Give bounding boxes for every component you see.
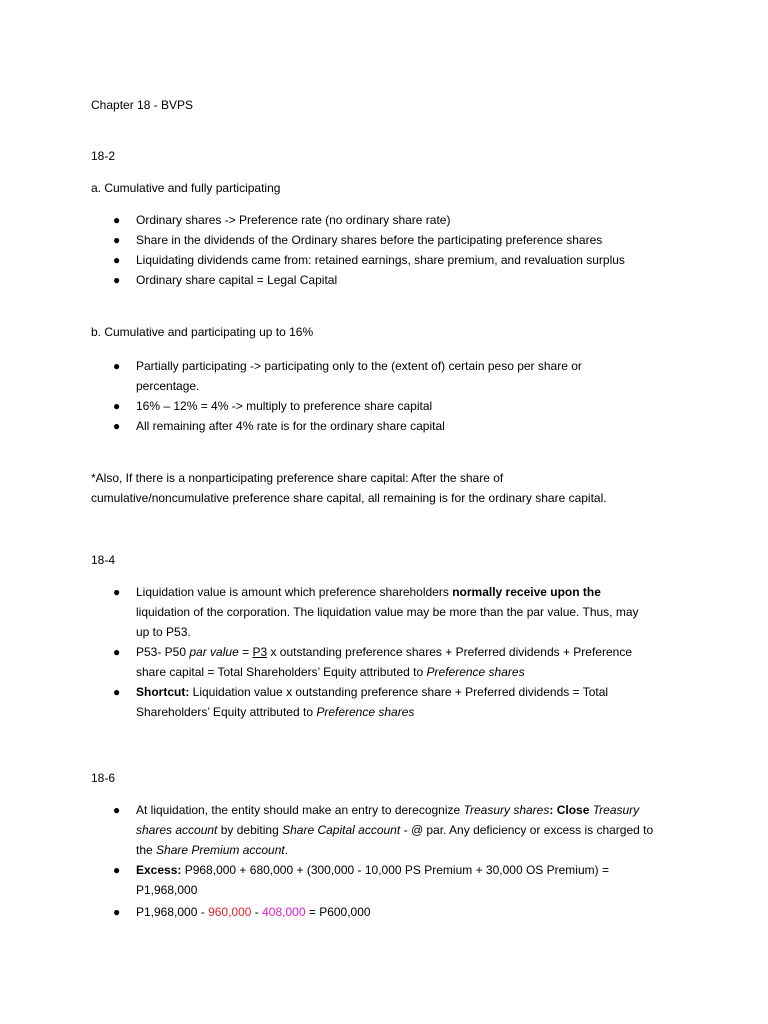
list-item-continued: the Share Premium account.: [136, 843, 289, 857]
note-text: *Also, If there is a nonparticipating preference share capital: After the share of: [91, 471, 504, 485]
bullet-icon: ●: [113, 685, 121, 699]
note-text: cumulative/noncumulative preference share capital, all remaining is for the ordinary share capital.: [91, 491, 607, 505]
list-item: All remaining after 4% rate is for the ordinary share capital: [136, 419, 445, 433]
list-item: Share in the dividends of the Ordinary shares before the participating preference shares: [136, 233, 603, 247]
red-amount: 960,000: [208, 905, 252, 919]
bullet-icon: ●: [113, 213, 121, 227]
list-item-continued: up to P53.: [136, 625, 191, 639]
page-title: Chapter 18 - BVPS: [91, 98, 194, 112]
list-item-continued: Shareholders’ Equity attributed to Preference shares: [136, 705, 415, 719]
list-item: 16% – 12% = 4% -> multiply to preference share capital: [136, 399, 433, 413]
bullet-icon: ●: [113, 399, 121, 413]
magenta-amount: 408,000: [262, 905, 306, 919]
list-item: Partially participating -> participating only to the (extent of) certain peso per share or: [136, 359, 582, 373]
bullet-icon: ●: [113, 905, 121, 919]
list-item-continued: percentage.: [136, 379, 200, 393]
list-item: Excess: P968,000 + 680,000 + (300,000 - 10,000 PS Premium + 30,000 OS Premium) =: [136, 863, 609, 877]
bullet-icon: ●: [113, 863, 121, 877]
bullet-icon: ●: [113, 803, 121, 817]
section-heading-18-4: 18-4: [91, 553, 116, 567]
list-item: P53- P50 par value = P3 x outstanding preference shares + Preferred dividends + Preference: [136, 645, 633, 659]
list-item: Shortcut: Liquidation value x outstanding preference share + Preferred dividends = Total: [136, 685, 609, 699]
subheading-a: a. Cumulative and fully participating: [91, 181, 281, 195]
subheading-b: b. Cumulative and participating up to 16%: [91, 325, 314, 339]
section-heading-18-6: 18-6: [91, 771, 116, 785]
bullet-icon: ●: [113, 359, 121, 373]
list-item: Ordinary share capital = Legal Capital: [136, 273, 338, 287]
bullet-icon: ●: [113, 645, 121, 659]
bullet-icon: ●: [113, 273, 121, 287]
section-heading-18-2: 18-2: [91, 149, 116, 163]
bullet-icon: ●: [113, 585, 121, 599]
list-item: At liquidation, the entity should make an entry to derecognize Treasury shares: Close Treasury: [136, 803, 640, 817]
list-item: Liquidation value is amount which preference shareholders normally receive upon the: [136, 585, 601, 599]
list-item: Liquidating dividends came from: retained earnings, share premium, and revaluation surplus: [136, 253, 625, 267]
list-item: Ordinary shares -> Preference rate (no ordinary share rate): [136, 213, 451, 227]
list-item: P1,968,000 - 960,000 - 408,000 = P600,000: [136, 905, 371, 919]
list-item-continued: P1,968,000: [136, 883, 198, 897]
list-item-continued: shares account by debiting Share Capital account - @ par. Any deficiency or excess is charged to: [136, 823, 654, 837]
bullet-icon: ●: [113, 253, 121, 267]
list-item-continued: liquidation of the corporation. The liquidation value may be more than the par value. Thus, may: [136, 605, 639, 619]
list-item-continued: share capital = Total Shareholders’ Equity attributed to Preference shares: [136, 665, 525, 679]
bullet-icon: ●: [113, 233, 121, 247]
bullet-icon: ●: [113, 419, 121, 433]
